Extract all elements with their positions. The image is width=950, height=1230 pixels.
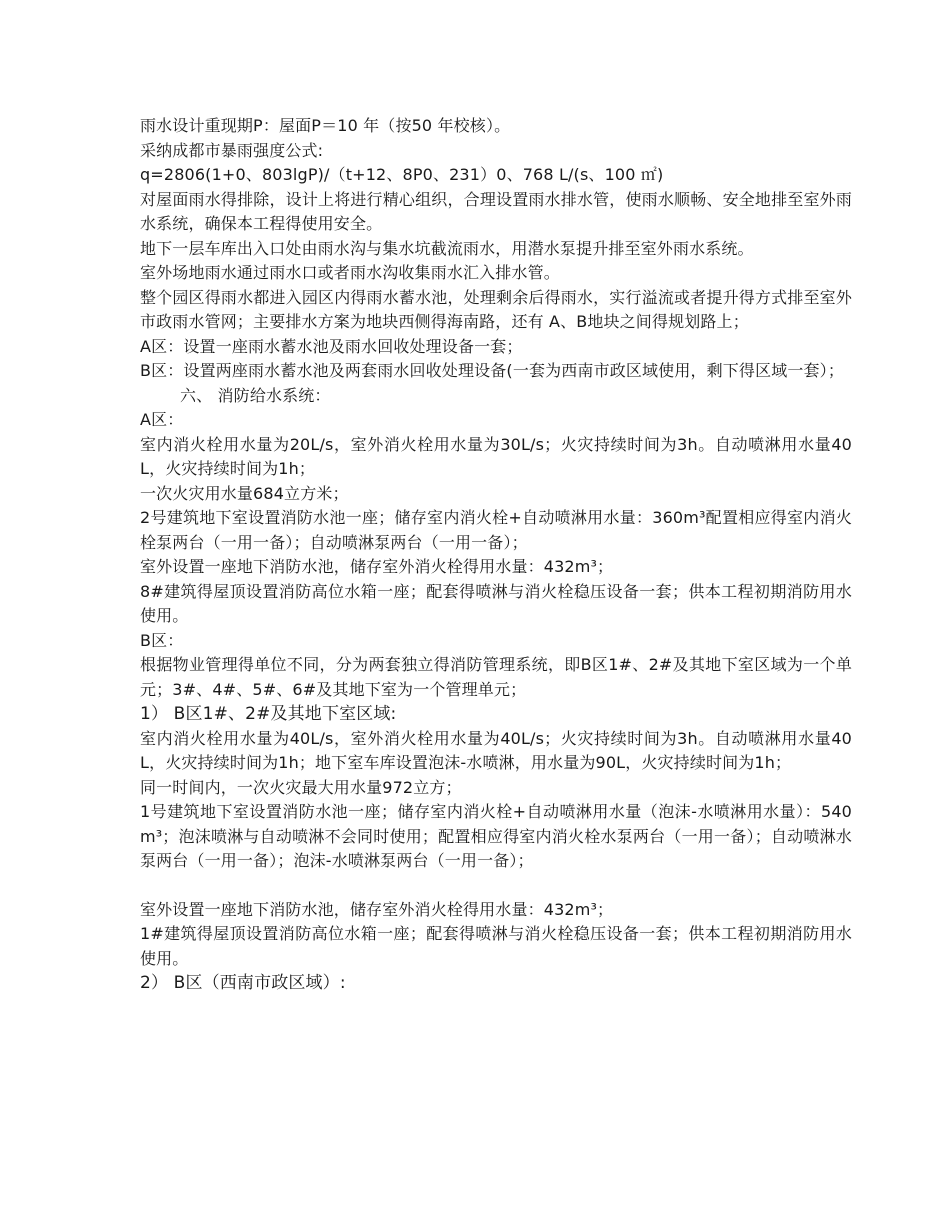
- roof-drainage-paragraph: 对屋面雨水得排除，设计上将进行精心组织，合理设置雨水排水管，使雨水顺畅、安全地排至室外雨水系统，确保本工程得使用安全。: [140, 189, 852, 233]
- zone-b-rain-paragraph: B区：设置两座雨水蓄水池及两套雨水回收处理设备(一套为西南市政区域使用，剩下得区域一套）；: [140, 361, 844, 380]
- park-drainage-paragraph: 整个园区得雨水都进入园区内得雨水蓄水池，处理剩余后得雨水，实行溢流或者提升得方式排至室外市政雨水管网；主要排水方案为地块西侧得海南路，还有 A、B地块之间得规划路上；: [140, 287, 852, 331]
- zone-b-management-paragraph: 根据物业管理得单位不同，分为两套独立得消防管理系统，即B区1#、2#及其地下室区域为一个单元；3#、4#、5#、6#及其地下室为一个管理单元；: [140, 655, 852, 699]
- zone-b-roof-tank: 1#建筑得屋顶设置消防高位水箱一座；配套得喷淋与消火栓稳压设备一套；供本工程初期消防用水使用。: [140, 924, 852, 968]
- zone-a-hydrant-paragraph: 室内消火栓用水量为20L/s，室外消火栓用水量为30L/s；火灾持续时间为3h。自动喷淋用水量40L，火灾持续时间为1h；: [140, 434, 852, 478]
- zone-a-outdoor-pool: 室外设置一座地下消防水池，储存室外消火栓得用水量：432m³；: [140, 557, 614, 576]
- zone-a-rain-paragraph: A区：设置一座雨水蓄水池及雨水回收处理设备一套；: [140, 336, 523, 356]
- zone-b-fire-pool-paragraph: 1号建筑地下室设置消防水池一座；储存室内消火栓+自动喷淋用水量（泡沫-水喷淋用水量）：540m³；泡沫喷淋与自动喷淋不会同时使用；配置相应得室内消火栓水泵两台（一用一备）；自动喷淋水泵两台（一用一备）；泡沫-水喷淋泵两台（一用一备）；: [140, 802, 852, 870]
- zone-b-heading: B区：: [140, 630, 184, 650]
- zone-b-sub-1-heading: 1） B区1#、2#及其地下室区域:: [140, 704, 397, 724]
- blank-line: [140, 874, 852, 898]
- zone-a-heading: A区：: [140, 410, 184, 429]
- rainstorm-formula-intro: 采纳成都市暴雨强度公式:: [140, 140, 324, 160]
- garage-drainage-paragraph: 地下一层车库出入口处由雨水沟与集水坑截流雨水，用潜水泵提升排至室外雨水系统。: [140, 238, 754, 258]
- rain-design-period: 雨水设计重现期P：屋面P＝10 年（按50 年校核）。: [140, 116, 511, 135]
- zone-a-fire-pool-paragraph: 2号建筑地下室设置消防水池一座；储存室内消火栓+自动喷淋用水量：360m³配置相应得室内消火栓泵两台（一用一备）；自动喷淋泵两台（一用一备）；: [140, 508, 852, 552]
- document-body: [140, 114, 852, 996]
- zone-a-roof-tank: 8#建筑得屋顶设置消防高位水箱一座；配套得喷淋与消火栓稳压设备一套；供本工程初期消防用水使用。: [140, 581, 852, 625]
- zone-b-sub-2-heading: 2） B区（西南市政区域）:: [140, 973, 346, 993]
- zone-b-hydrant-paragraph: 室内消火栓用水量为40L/s，室外消火栓用水量为40L/s；火灾持续时间为3h。自动喷淋用水量40L，火灾持续时间为1h；地下室车库设置泡沫-水喷淋，用水量为90L，火灾持续时间为1h；: [140, 728, 852, 772]
- zone-a-fire-volume: 一次火灾用水量684立方米；: [140, 483, 349, 503]
- zone-b-fire-volume: 同一时间内，一次火灾最大用水量972立方；: [140, 777, 462, 797]
- rainstorm-formula: q=2806(1+0、803lgP)/（t+12、8P0、231）0、768 L/(s、100 ㎡): [140, 165, 664, 184]
- section-heading-fire-water: 六、 消防给水系统：: [180, 385, 331, 405]
- zone-b-outdoor-pool: 室外设置一座地下消防水池，储存室外消火栓得用水量：432m³；: [140, 899, 614, 919]
- site-drainage-paragraph: 室外场地雨水通过雨水口或者雨水沟收集雨水汇入排水管。: [140, 263, 560, 282]
